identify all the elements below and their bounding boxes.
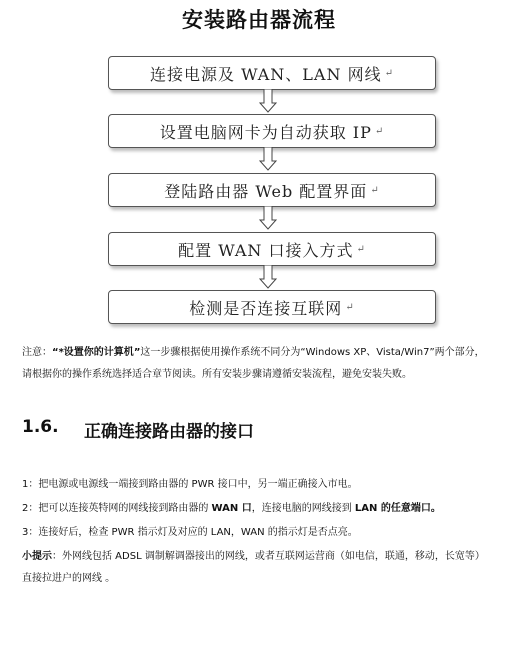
note-paragraph [22, 342, 492, 386]
flow-step-label: 登陆路由器 Web 配置界面 [164, 181, 368, 201]
down-arrow-icon [259, 206, 277, 230]
flow-step-label: 检测是否连接互联网 [189, 298, 343, 318]
flow-step-label: 连接电源及 WAN、LAN 网线 [150, 64, 382, 84]
tip-paragraph [22, 546, 492, 590]
flow-step-2 [108, 114, 436, 148]
return-mark-icon: ↵ [356, 243, 366, 255]
item-text: 2：把可以连接英特网的网线接到路由器的 [22, 503, 212, 514]
page-title: 安装路由器流程 [182, 7, 336, 32]
down-arrow-icon [259, 89, 277, 113]
return-mark-icon: ↵ [374, 125, 385, 137]
note-quote-close: ” [133, 347, 141, 358]
flow-step-4 [108, 232, 436, 266]
item-bold: WAN 口 [211, 503, 252, 514]
flow-step-label: 配置 WAN 口接入方式 [178, 240, 354, 260]
list-item [22, 498, 492, 520]
flow-step-5 [108, 290, 436, 324]
section-heading [22, 417, 254, 442]
item-text: ，连接电脑的网线接到 [251, 503, 355, 514]
down-arrow-icon [259, 265, 277, 289]
down-arrow-icon [259, 147, 277, 171]
flow-step-1 [108, 56, 436, 90]
note-text: 这一步骤根据使用操作系统不同分为“Windows XP、Vista/Win7”两个部分，请根据你的操作系统选择适合章节阅读。所有安装步骤请遵循安装流程，避免安装失败。 [22, 347, 485, 380]
list-item: 3：连接好后，检查 PWR 指示灯及对应的 LAN，WAN 的指示灯是否点亮。 [22, 527, 358, 538]
tip-text: ：外网线包括 ADSL 调制解调器接出的网线，或者互联网运营商（如电信，联通，移动，长宽等）直接拉进户的网线 。 [22, 551, 485, 584]
return-mark-icon: ↵ [384, 67, 394, 79]
return-mark-icon: ↵ [345, 301, 355, 313]
flow-step-3 [108, 173, 436, 207]
tip-label: 小提示 [22, 551, 52, 562]
item-bold: LAN 的任意端口。 [354, 503, 441, 514]
note-quote-open: “ [52, 347, 59, 358]
section-title: 正确连接路由器的接口 [84, 422, 254, 442]
flow-step-label: 设置电脑网卡为自动获取 IP [159, 122, 372, 142]
note-bold-phrase: *设置你的计算机 [58, 347, 134, 358]
list-item: 1：把电源或电源线一端接到路由器的 PWR 接口中，另一端正确接入市电。 [22, 479, 358, 490]
return-mark-icon: ↵ [370, 184, 380, 196]
section-number: 1.6. [22, 417, 59, 437]
note-prefix: 注意： [22, 347, 52, 358]
